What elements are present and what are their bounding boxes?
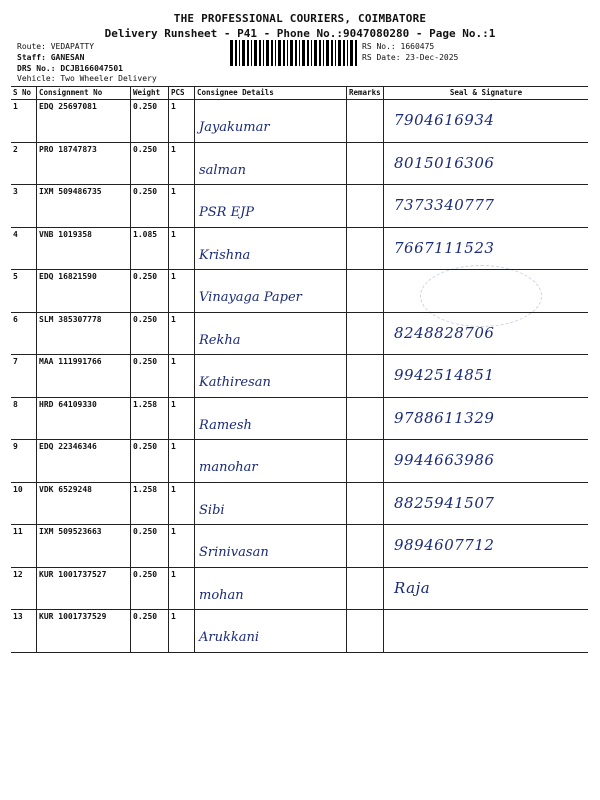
table-row [11, 143, 588, 186]
cell-pcs: 1 [168, 440, 194, 482]
cell-pcs: 1 [168, 185, 194, 227]
col-header-consignee: Consignee Details [194, 87, 346, 99]
cell-consignee-handwriting: PSR EJP [199, 205, 255, 220]
cell-consignee-handwriting: mohan [199, 587, 244, 603]
cell-sno: 8 [13, 399, 18, 409]
cell-pcs: 1 [168, 525, 194, 567]
company-title: THE PROFESSIONAL COURIERS, COIMBATORE [173, 12, 427, 25]
cell-pcs: 1 [168, 483, 194, 525]
cell-remarks [346, 483, 383, 525]
cell-consignee [194, 525, 346, 567]
cell-sno: 4 [13, 229, 18, 239]
cell-weight: 0.250 [130, 440, 168, 482]
cell-pcs: 1 [168, 568, 194, 610]
cell-pcs: 1 [168, 228, 194, 270]
cell-consignee-handwriting: Kathiresan [199, 375, 271, 390]
cell-consignment: EDQ 25697081 [36, 100, 130, 142]
cell-remarks [346, 610, 383, 652]
col-header-pcs: PCS [168, 87, 194, 99]
cell-weight: 0.250 [130, 568, 168, 610]
cell-remarks [346, 355, 383, 397]
cell-signature [383, 355, 588, 397]
cell-signature-handwriting: 8015016306 [394, 153, 495, 172]
cell-signature [383, 525, 588, 567]
cell-pcs: 1 [168, 143, 194, 185]
table-row [11, 440, 588, 483]
cell-sno: 11 [13, 527, 23, 536]
cell-consignee-handwriting: Sibi [199, 502, 225, 518]
cell-signature-handwriting: 7373340777 [394, 196, 495, 214]
cell-weight: 1.258 [130, 483, 168, 525]
col-header-signature: Seal & Signature [383, 87, 588, 99]
cell-sno: 3 [13, 187, 18, 196]
cell-remarks [346, 228, 383, 270]
cell-signature [383, 483, 588, 525]
col-header-consignment: Consignment No [36, 87, 130, 99]
cell-weight: 0.250 [130, 610, 168, 652]
vehicle-label: Vehicle: Two Wheeler Delivery [17, 74, 157, 83]
cell-consignment: SLM 385307778 [36, 313, 130, 355]
cell-consignee [194, 270, 346, 312]
cell-sno: 6 [13, 314, 18, 324]
cell-remarks [346, 270, 383, 312]
cell-sno: 2 [13, 144, 18, 154]
cell-signature-handwriting: 8248828706 [394, 323, 495, 342]
cell-consignee-handwriting: Arukkani [199, 630, 260, 645]
cell-signature-handwriting: 7667111523 [394, 238, 495, 257]
cell-signature-handwriting: 8825941507 [394, 493, 495, 512]
cell-signature [383, 440, 588, 482]
cell-consignee [194, 228, 346, 270]
table-row [11, 610, 588, 653]
table-row [11, 313, 588, 356]
cell-consignee-handwriting: Ramesh [199, 417, 252, 433]
table-row [11, 398, 588, 441]
cell-weight: 0.250 [130, 143, 168, 185]
rs-number: RS No.: 1660475 [362, 42, 435, 51]
cell-consignment: KUR 1001737529 [36, 610, 130, 652]
cell-consignment: VDK 6529248 [36, 483, 130, 525]
staff-label: Staff: GANESAN [17, 53, 85, 62]
cell-weight: 1.258 [130, 398, 168, 440]
cell-consignment: IXM 509523663 [36, 525, 130, 567]
table-row [11, 483, 588, 526]
cell-consignee-handwriting: Rekha [199, 332, 241, 348]
cell-consignee [194, 610, 346, 652]
cell-remarks [346, 313, 383, 355]
cell-signature [383, 228, 588, 270]
cell-remarks [346, 185, 383, 227]
cell-signature [383, 568, 588, 610]
cell-signature [383, 398, 588, 440]
table-row [11, 100, 588, 143]
cell-consignee-handwriting: Jayakumar [199, 120, 270, 135]
cell-sno: 1 [13, 102, 18, 111]
cell-consignment: IXM 509486735 [36, 185, 130, 227]
cell-sno: 7 [13, 357, 18, 366]
cell-signature [383, 185, 588, 227]
table-row [11, 355, 588, 398]
cell-consignee [194, 143, 346, 185]
cell-consignment: HRD 64109330 [36, 398, 130, 440]
runsheet-table [11, 86, 588, 653]
barcode-image [230, 40, 358, 66]
cell-remarks [346, 568, 383, 610]
cell-signature-handwriting: Raja [394, 578, 431, 597]
cell-weight: 1.085 [130, 228, 168, 270]
cell-sno: 13 [13, 612, 23, 621]
cell-signature-handwriting: 9942514851 [394, 366, 495, 384]
cell-sno: 9 [13, 442, 18, 451]
cell-consignment: MAA 111991766 [36, 355, 130, 397]
cell-weight: 0.250 [130, 313, 168, 355]
cell-remarks [346, 100, 383, 142]
cell-consignee-handwriting: manohar [199, 460, 258, 475]
cell-pcs: 1 [168, 398, 194, 440]
cell-sno: 5 [13, 272, 18, 281]
table-row [11, 185, 588, 228]
cell-pcs: 1 [168, 610, 194, 652]
col-header-weight: Weight [130, 87, 168, 99]
cell-consignee-handwriting: Srinivasan [199, 545, 269, 560]
col-header-sno: S No [13, 88, 32, 97]
cell-consignment: KUR 1001737527 [36, 568, 130, 610]
cell-weight: 0.250 [130, 525, 168, 567]
cell-weight: 0.250 [130, 270, 168, 312]
table-row [11, 568, 588, 611]
table-header [11, 86, 588, 100]
cell-consignee [194, 100, 346, 142]
cell-consignee [194, 568, 346, 610]
cell-consignment: EDQ 22346346 [36, 440, 130, 482]
cell-weight: 0.250 [130, 355, 168, 397]
table-row [11, 525, 588, 568]
cell-remarks [346, 398, 383, 440]
table-row [11, 228, 588, 271]
cell-signature-handwriting: 9788611329 [394, 408, 495, 427]
cell-signature [383, 270, 588, 312]
cell-signature-handwriting: 7904616934 [394, 111, 495, 129]
drs-number: DRS No.: DCJB166047501 [17, 64, 123, 73]
cell-signature-handwriting: 9944663986 [394, 451, 495, 469]
cell-weight: 0.250 [130, 185, 168, 227]
cell-pcs: 1 [168, 313, 194, 355]
cell-remarks [346, 440, 383, 482]
cell-pcs: 1 [168, 355, 194, 397]
cell-signature [383, 610, 588, 652]
cell-sno: 10 [13, 484, 23, 494]
cell-signature [383, 100, 588, 142]
cell-sno: 12 [13, 569, 23, 579]
cell-remarks [346, 525, 383, 567]
cell-pcs: 1 [168, 270, 194, 312]
cell-consignee [194, 398, 346, 440]
cell-consignee [194, 355, 346, 397]
cell-consignee [194, 440, 346, 482]
cell-consignment: VNB 1019358 [36, 228, 130, 270]
cell-consignment: EDQ 16821590 [36, 270, 130, 312]
cell-consignee [194, 313, 346, 355]
cell-signature-handwriting: 9894607712 [394, 536, 495, 554]
col-header-remarks: Remarks [346, 87, 383, 99]
cell-consignment: PRO 18747873 [36, 143, 130, 185]
cell-consignee-handwriting: salman [199, 162, 247, 178]
cell-signature [383, 313, 588, 355]
cell-remarks [346, 143, 383, 185]
cell-consignee [194, 483, 346, 525]
cell-consignee-handwriting: Krishna [199, 247, 251, 263]
cell-consignee [194, 185, 346, 227]
cell-pcs: 1 [168, 100, 194, 142]
rs-date: RS Date: 23-Dec-2025 [362, 53, 459, 62]
cell-signature [383, 143, 588, 185]
table-row [11, 270, 588, 313]
runsheet-title: Delivery Runsheet - P41 - Phone No.:9047080280 - Page No.:1 [104, 27, 496, 40]
cell-weight: 0.250 [130, 100, 168, 142]
cell-consignee-handwriting: Vinayaga Paper [199, 290, 302, 305]
route-label: Route: VEDAPATTY [17, 42, 95, 51]
